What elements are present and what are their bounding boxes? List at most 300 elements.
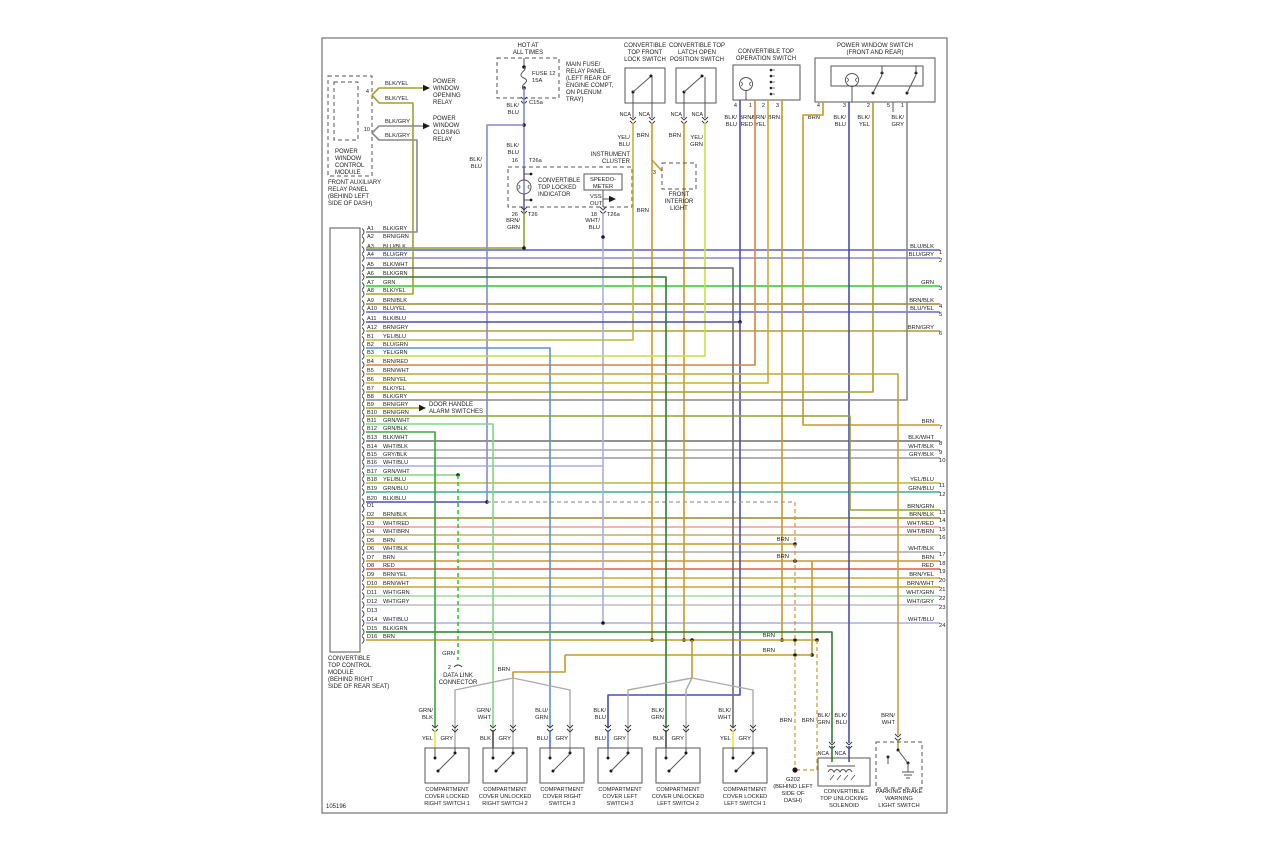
pw-blade2 <box>907 75 916 93</box>
pin-id-A5: A5 <box>367 262 374 268</box>
lbl-blkblu-a-l1: BLU <box>507 110 519 116</box>
pin-bracket-icon <box>362 575 364 582</box>
lbl-brn-d7: BRN <box>776 554 789 560</box>
pin-bracket-icon <box>362 480 364 487</box>
pin-id-B15: B15 <box>367 452 377 458</box>
lbl-dl-grn: GRN <box>442 651 455 657</box>
edge-wire-label-2: BLU/GRY <box>908 252 934 258</box>
bus-brn-stem1 <box>513 655 565 678</box>
opening-relay-label-l2: OPENING <box>433 93 461 99</box>
edge-wire-label-22: WHT/GRN <box>906 590 934 596</box>
lbl-blkblu-b-l0: BLK/ <box>506 143 519 149</box>
lbl-brn-lock2: BRN <box>636 208 649 214</box>
latch-switch-title-l2: POSITION SWITCH <box>670 57 724 63</box>
edge-wire-label-19: RED <box>921 563 934 569</box>
sol-hatch0 <box>830 775 834 780</box>
pin-wire-B17: GRN/WHT <box>383 469 410 475</box>
top-locked-indicator-label-l1: TOP LOCKED <box>538 185 577 191</box>
pin-wire-A12: BRN/GRY <box>383 325 409 331</box>
pin-id-D9: D9 <box>367 572 375 578</box>
pw-pin-1: 1 <box>900 103 904 109</box>
pin-id-B3: B3 <box>367 350 374 356</box>
hot-at-all-times-l0: HOT AT <box>517 43 539 49</box>
pin-id-B8: B8 <box>367 394 374 400</box>
junction-dot <box>434 757 437 760</box>
pin-bracket-icon <box>362 345 364 352</box>
pin-id-A3: A3 <box>367 244 374 250</box>
junction-dot <box>552 770 555 773</box>
junction-dot <box>522 246 526 250</box>
pwcm-pin4: 4 <box>365 89 369 95</box>
pin-wire-A4: BLU/GRY <box>383 252 408 258</box>
speedometer-label-l1: METER <box>592 184 614 190</box>
left-wire-sw5: BLK <box>653 736 664 742</box>
pin-wire-A10: BLU/YEL <box>383 306 407 312</box>
solenoid-label-l1: TOP UNLOCKING <box>820 796 868 802</box>
interior-light-box <box>662 163 696 189</box>
left-wire-sw6: YEL <box>720 736 731 742</box>
pin-id-A1: A1 <box>367 226 374 232</box>
pin-id-A11: A11 <box>367 316 377 322</box>
pin-id-A2: A2 <box>367 234 374 240</box>
latch-switch-title-l1: LATCH OPEN <box>678 50 716 56</box>
right-wire-sw2: GRY <box>498 736 511 742</box>
lbl-brngrn-l1: GRN <box>507 225 520 231</box>
pin-id-B16: B16 <box>367 460 377 466</box>
lbl-pw-blkblu-l1: BLU <box>834 122 846 128</box>
pin-id-D6: D6 <box>367 546 375 552</box>
opening-relay-label-l3: RELAY <box>433 100 453 106</box>
left-wire-sw3: BLU <box>536 736 548 742</box>
pin-wire-B13: BLK/WHT <box>383 435 408 441</box>
pw-blade1 <box>873 75 882 93</box>
pwcm-pin10: 10 <box>363 127 370 133</box>
dash-g202-2 <box>797 640 817 770</box>
feed-label-sw6-l0: BLK/ <box>718 708 731 714</box>
pin-wire-D6: WHT/BLK <box>383 546 408 552</box>
right-wire-sw5: GRY <box>671 736 684 742</box>
aux-relay-panel-label-l2: (BEHIND LEFT <box>328 194 370 200</box>
pin-id-A12: A12 <box>367 325 377 331</box>
pin-bracket-icon <box>362 611 364 618</box>
feed-label-sw2-l0: GRN/ <box>476 708 491 714</box>
lbl-sol-blkblu-l1: BLU <box>835 720 847 726</box>
op-pin-2: 2 <box>761 103 765 109</box>
feed-label-sw4-l0: BLK/ <box>593 708 606 714</box>
pin-bracket-icon <box>362 362 364 369</box>
switch-box-5 <box>656 748 700 783</box>
control-module-label-l4: SIDE OF REAR SEAT) <box>328 684 390 690</box>
pw-switch-inner <box>831 66 923 86</box>
edge-num-11: 11 <box>939 483 946 489</box>
lbl-brnwht-l0: BRN/ <box>881 713 895 719</box>
g202-label-l2: SIDE OF <box>781 791 805 797</box>
pin-bracket-icon <box>362 237 364 244</box>
pin-id-A6: A6 <box>367 271 374 277</box>
pin-wire-B4: BRN/RED <box>383 359 409 365</box>
junction-dot <box>668 770 671 773</box>
right-wire-sw3: GRY <box>555 736 568 742</box>
switch-name-4-l1: COVER LEFT <box>602 794 638 800</box>
edge-wire-label-20: BRN/YEL <box>909 572 934 578</box>
edge-num-3: 3 <box>939 286 943 292</box>
lbl-pw-blkblu-l0: BLK/ <box>833 115 846 121</box>
pin-id-B10: B10 <box>367 410 377 416</box>
edge-wire-label-21: BRN/WHT <box>906 581 934 587</box>
pw-pin-4: 4 <box>816 103 820 109</box>
op-pin-4: 4 <box>733 103 737 109</box>
pin-id-B20: B20 <box>367 496 377 502</box>
arrow-icon <box>609 196 616 202</box>
lbl-op-brnyel-l0: BRN/ <box>752 115 766 121</box>
pin-wire-A3: BLU/BLK <box>383 244 407 250</box>
lock-switch-title-l2: LOCK SWITCH <box>624 57 666 63</box>
parking-label-l2: LIGHT SWITCH <box>878 803 920 809</box>
pin-wire-D8: RED <box>383 563 395 569</box>
edge-wire-label-18: BRN <box>921 555 934 561</box>
pin-id-D15: D15 <box>367 626 378 632</box>
pin-id-D2: D2 <box>367 512 375 518</box>
edge-wire-label-14: BRN/BLK <box>909 512 934 518</box>
lbl-brn-stem1: BRN <box>497 667 510 673</box>
main-panel-label-l2: (LEFT REAR OF <box>566 76 611 82</box>
pin-wire-A7: GRN <box>383 280 396 286</box>
pin-bracket-icon <box>362 566 364 573</box>
edge-num-12: 12 <box>939 492 946 498</box>
aux-relay-panel-label-l3: SIDE OF DASH) <box>328 201 373 207</box>
lbl-blkblu-c-l1: BLU <box>470 164 482 170</box>
lbl-brn-d5: BRN <box>776 537 789 543</box>
pw-control-module-inner <box>334 82 358 140</box>
gry-branch-1-1 <box>686 678 692 748</box>
switch-name-5-l2: LEFT SWITCH 2 <box>657 801 699 807</box>
pin-wire-B15: GRY/BLK <box>383 452 408 458</box>
solenoid-box <box>818 758 870 786</box>
pin-id-D5: D5 <box>367 538 375 544</box>
lbl-dl-2: 2 <box>447 665 451 671</box>
edge-num-7: 7 <box>939 425 943 431</box>
lbl-blkgry-1: BLK/GRY <box>385 119 411 125</box>
pin-bracket-icon <box>362 274 364 281</box>
pin-id-D13: D13 <box>367 608 378 614</box>
ic-pin18: 18 <box>590 212 597 218</box>
swg-blade-4 <box>669 754 686 771</box>
main-panel-label-l0: MAIN FUSE/ <box>566 62 601 68</box>
pin-wire-B18: YEL/BLU <box>383 477 407 483</box>
junction-dot <box>601 621 605 625</box>
pin-bracket-icon <box>362 472 364 479</box>
lbl-op-blkblu-l0: BLK/ <box>724 115 737 121</box>
solenoid-coil-icon <box>828 770 852 773</box>
pin-bracket-icon <box>362 593 364 600</box>
pin-id-D14: D14 <box>367 617 378 623</box>
switch-name-2-l2: RIGHT SWITCH 2 <box>482 801 528 807</box>
switch-name-6-l0: COMPARTMENT <box>723 787 767 793</box>
pin-wire-B3: YEL/GRN <box>383 350 408 356</box>
ic-t26: T26 <box>528 212 538 218</box>
connector-symbol-icon <box>681 117 687 124</box>
pw-switch-box <box>815 58 935 102</box>
left-wire-sw2: BLK <box>480 736 491 742</box>
pin-wire-B2: BLU/GRN <box>383 342 408 348</box>
lbl-op-brn-l0: BRN <box>767 115 780 121</box>
parking-label-l1: WARNING <box>885 796 913 802</box>
pw-pin-3: 3 <box>842 103 846 109</box>
pin-bracket-icon <box>362 463 364 470</box>
edge-num-20: 20 <box>939 578 946 584</box>
switch-name-2-l1: COVER UNLOCKED <box>478 794 532 800</box>
main-panel-label-l1: RELAY PANEL <box>566 69 607 75</box>
lamp-icon <box>847 78 857 82</box>
pin-bracket-icon <box>362 405 364 412</box>
pwcm-label-l3: MODULE <box>335 170 361 176</box>
closing-relay-label-l3: RELAY <box>433 137 453 143</box>
pin-id-B14: B14 <box>367 444 377 450</box>
lbl-brnwht-l1: WHT <box>881 720 895 726</box>
pin-id-A8: A8 <box>367 288 374 294</box>
door-handle-label-l0: DOOR HANDLE <box>429 402 474 408</box>
junction-dot <box>610 770 613 773</box>
pin-wire-A9: BRN/BLK <box>383 298 407 304</box>
lbl-op-blkblu-l1: BLU <box>725 122 737 128</box>
pin-id-A9: A9 <box>367 298 374 304</box>
switch-box-2 <box>483 748 527 783</box>
edge-num-24: 24 <box>939 623 946 629</box>
pin-wire-D10: BRN/WHT <box>383 581 410 587</box>
fuse-box <box>497 58 559 98</box>
pin-wire-D9: BRN/YEL <box>383 572 407 578</box>
pin-bracket-icon <box>362 499 364 506</box>
lbl-brn-latch: BRN <box>668 133 681 139</box>
pw-switch-title-l1: (FRONT AND REAR) <box>846 50 904 56</box>
pin-bracket-icon <box>362 455 364 462</box>
pin-bracket-icon <box>362 629 364 636</box>
pin-wire-B10: BRN/GRN <box>383 410 409 416</box>
operation-switch-box <box>733 65 800 100</box>
junction-dot <box>735 770 738 773</box>
data-link-label-l1: CONNECTOR <box>438 680 478 686</box>
solenoid-label-l2: SOLENOID <box>829 803 859 809</box>
pin-wire-B14: WHT/BLK <box>383 444 408 450</box>
latch-nca-2: NCA <box>691 112 703 118</box>
edge-num-2: 2 <box>939 258 943 264</box>
pin-bracket-icon <box>362 255 364 262</box>
junction-dot <box>665 757 668 760</box>
lock-switch-box <box>625 68 665 103</box>
connector-symbol-icon <box>649 117 655 124</box>
pin-bracket-icon <box>362 549 364 556</box>
switch-name-2-l0: COMPARTMENT <box>483 787 527 793</box>
main-panel-label-l5: TRAY) <box>566 97 584 103</box>
lbl-blkblu-b-l1: BLU <box>507 150 519 156</box>
edge-num-13: 13 <box>939 510 946 516</box>
feed-label-sw5-l0: BLK/ <box>651 708 664 714</box>
pin-bracket-icon <box>362 584 364 591</box>
junction-dot <box>530 199 533 202</box>
connector-symbol-icon <box>702 117 708 124</box>
pin-id-B9: B9 <box>367 402 374 408</box>
wire-blkyel-opening <box>372 88 423 95</box>
pw-pin-2: 2 <box>866 103 870 109</box>
edge-wire-label-10: GRY/BLK <box>908 452 934 458</box>
fuse-label-l0: FUSE 12 <box>532 71 556 77</box>
pin-wire-B20: BLK/BLU <box>383 496 407 502</box>
interior-light-label-l1: INTERIOR <box>664 199 694 205</box>
lbl-brngrn-l0: BRN/ <box>506 218 520 224</box>
pin-wire-D11: WHT/GRN <box>383 590 410 596</box>
edge-num-1: 1 <box>939 250 943 256</box>
closing-relay-label-l1: WINDOW <box>433 123 460 129</box>
pin-wire-B1: YEL/BLU <box>383 334 407 340</box>
edge-wire-label-13: BRN/GRN <box>907 504 934 510</box>
switch-name-3-l1: COVER RIGHT <box>542 794 582 800</box>
interior-light-pin: 3 <box>652 170 656 176</box>
lamp-icon <box>846 74 859 87</box>
sol-hatch1 <box>837 775 841 780</box>
pin-bracket-icon <box>362 413 364 420</box>
pin-bracket-icon <box>362 337 364 344</box>
sol-hatch3 <box>851 775 855 780</box>
switch-name-3-l0: COMPARTMENT <box>540 787 584 793</box>
pin-id-B19: B19 <box>367 486 377 492</box>
lbl-pw-blkgry-l1: GRY <box>891 122 904 128</box>
lbl-blkblu-a-l0: BLK/ <box>506 103 519 109</box>
edge-wire-label-15: WHT/RED <box>906 521 934 527</box>
dl-connector-arc-icon <box>454 665 462 667</box>
edge-num-4: 4 <box>939 304 943 310</box>
lbl-pw-blkyel-l1: YEL <box>859 122 870 128</box>
feed-label-sw3-l0: BLU/ <box>535 708 548 714</box>
edge-num-14: 14 <box>939 518 946 524</box>
lbl-pw-brn-l0: BRN <box>807 115 820 121</box>
left-wire-sw1: YEL <box>422 736 433 742</box>
pin-bracket-icon <box>362 620 364 627</box>
top-locked-indicator-label-l0: CONVERTIBLE <box>538 178 581 184</box>
control-module-label-l0: CONVERTIBLE <box>328 656 371 662</box>
edge-num-15: 15 <box>939 527 946 533</box>
lamp-icon <box>741 82 751 86</box>
arrow-icon <box>423 123 430 129</box>
op-pin-3: 3 <box>775 103 779 109</box>
pin-id-D12: D12 <box>367 599 378 605</box>
edge-num-21: 21 <box>939 587 946 593</box>
ic-pin16: 16 <box>511 158 518 164</box>
latch-blade <box>684 77 701 92</box>
lbl-yelgrn-latch-l1: GRN <box>690 142 703 148</box>
swg-blade-2 <box>553 754 570 771</box>
lbl-whtblu-l0: WHT/ <box>585 218 600 224</box>
op-pin-1: 1 <box>748 103 752 109</box>
switch-name-1-l2: RIGHT SWITCH 1 <box>424 801 470 807</box>
pin-id-B4: B4 <box>367 359 374 365</box>
lbl-sol-blkblu-l0: BLK/ <box>834 713 847 719</box>
lbl-op-brnred-l0: BRN/ <box>739 115 753 121</box>
feed-label-sw6-l1: WHT <box>717 715 731 721</box>
swg-blade-5 <box>736 754 753 771</box>
lbl-pw-blkyel-l0: BLK/ <box>857 115 870 121</box>
switch-name-6-l1: COVER LOCKED <box>722 794 768 800</box>
pin-bracket-icon <box>362 506 364 513</box>
pin-id-B5: B5 <box>367 368 374 374</box>
lbl-yelblu-lock-l1: BLU <box>618 142 630 148</box>
sol-nca-2: NCA <box>834 751 846 757</box>
pin-bracket-icon <box>362 247 364 254</box>
main-panel-label-l3: ENGINE COMPT, <box>566 83 614 89</box>
operation-switch-title-l1: OPERATION SWITCH <box>735 56 797 62</box>
top-locked-indicator-label-l2: INDICATOR <box>538 192 571 198</box>
edge-wire-label-17: WHT/BLK <box>908 546 934 552</box>
wire-pw4-edge7 <box>803 102 943 425</box>
edge-num-22: 22 <box>939 596 946 602</box>
lbl-whtblu-l1: BLU <box>588 225 600 231</box>
pin-wire-B9: BRN/GRY <box>383 402 409 408</box>
pin-id-D7: D7 <box>367 555 375 561</box>
pin-id-D3: D3 <box>367 521 375 527</box>
edge-num-18: 18 <box>939 561 946 567</box>
pin-id-A7: A7 <box>367 280 374 286</box>
pin-wire-B19: GRN/BLU <box>383 486 408 492</box>
pin-wire-B16: WHT/BLU <box>383 460 409 466</box>
pin-wire-D7: BRN <box>383 555 395 561</box>
pin-id-D1: D1 <box>367 503 375 509</box>
pin-wire-A11: BLK/BLU <box>383 316 407 322</box>
pw-switch-title-l0: POWER WINDOW SWITCH <box>837 43 913 49</box>
pin-id-A10: A10 <box>367 306 377 312</box>
pin-wire-D14: WHT/BLU <box>383 617 409 623</box>
solenoid-label-l0: CONVERTIBLE <box>823 789 865 795</box>
pwcm-label-l1: WINDOW <box>335 156 362 162</box>
sol-nca-1: NCA <box>817 751 829 757</box>
switch-name-3-l2: SWITCH 3 <box>548 801 576 807</box>
operation-switch-title-l0: CONVERTIBLE TOP <box>737 49 795 55</box>
lock-switch-title-l0: CONVERTIBLE <box>623 43 667 49</box>
aux-relay-panel-label-l1: RELAY PANEL <box>328 187 369 193</box>
feed-label-sw3-l1: GRN <box>535 715 548 721</box>
pin-bracket-icon <box>362 397 364 404</box>
right-wire-sw1: GRY <box>440 736 453 742</box>
pin-id-B17: B17 <box>367 469 377 475</box>
junction-dot <box>549 757 552 760</box>
junction-dot <box>495 770 498 773</box>
pin-wire-D4: WHT/BRN <box>383 529 410 535</box>
pin-id-B7: B7 <box>367 386 374 392</box>
arrow-icon <box>423 85 430 91</box>
control-module-label-l3: (BEHIND RIGHT <box>328 677 373 683</box>
edge-num-10: 10 <box>939 458 946 464</box>
edge-wire-label-7: BRN <box>921 419 934 425</box>
pin-wire-D2: BRN/BLK <box>383 512 407 518</box>
edge-wire-label-4: BRN/BLK <box>909 298 934 304</box>
latch-switch-title-l0: CONVERTIBLE TOP <box>668 43 726 49</box>
edge-num-8: 8 <box>939 441 943 447</box>
pin-bracket-icon <box>362 283 364 290</box>
edge-wire-label-3: GRN <box>921 280 934 286</box>
edge-wire-label-6: BRN/GRY <box>907 325 934 331</box>
feed-label-sw5-l1: GRN <box>651 715 664 721</box>
aux-relay-panel-label-l0: FRONT AUXILIARY <box>328 180 382 186</box>
edge-wire-label-24: WHT/BLU <box>907 617 934 623</box>
pin-id-B6: B6 <box>367 377 374 383</box>
lbl-blkblu-c-l0: BLK/ <box>469 157 482 163</box>
pin-wire-D5: BRN <box>383 538 395 544</box>
pk-blade <box>898 750 907 762</box>
speedometer-label-l0: SPEEDO- <box>589 177 617 183</box>
pin-wire-A6: BLK/GRN <box>383 271 408 277</box>
fuse-label-l1: 15A <box>532 78 543 84</box>
junction-dot <box>701 75 704 78</box>
switch-name-5-l0: COMPARTMENT <box>656 787 700 793</box>
pin-bracket-icon <box>362 421 364 428</box>
